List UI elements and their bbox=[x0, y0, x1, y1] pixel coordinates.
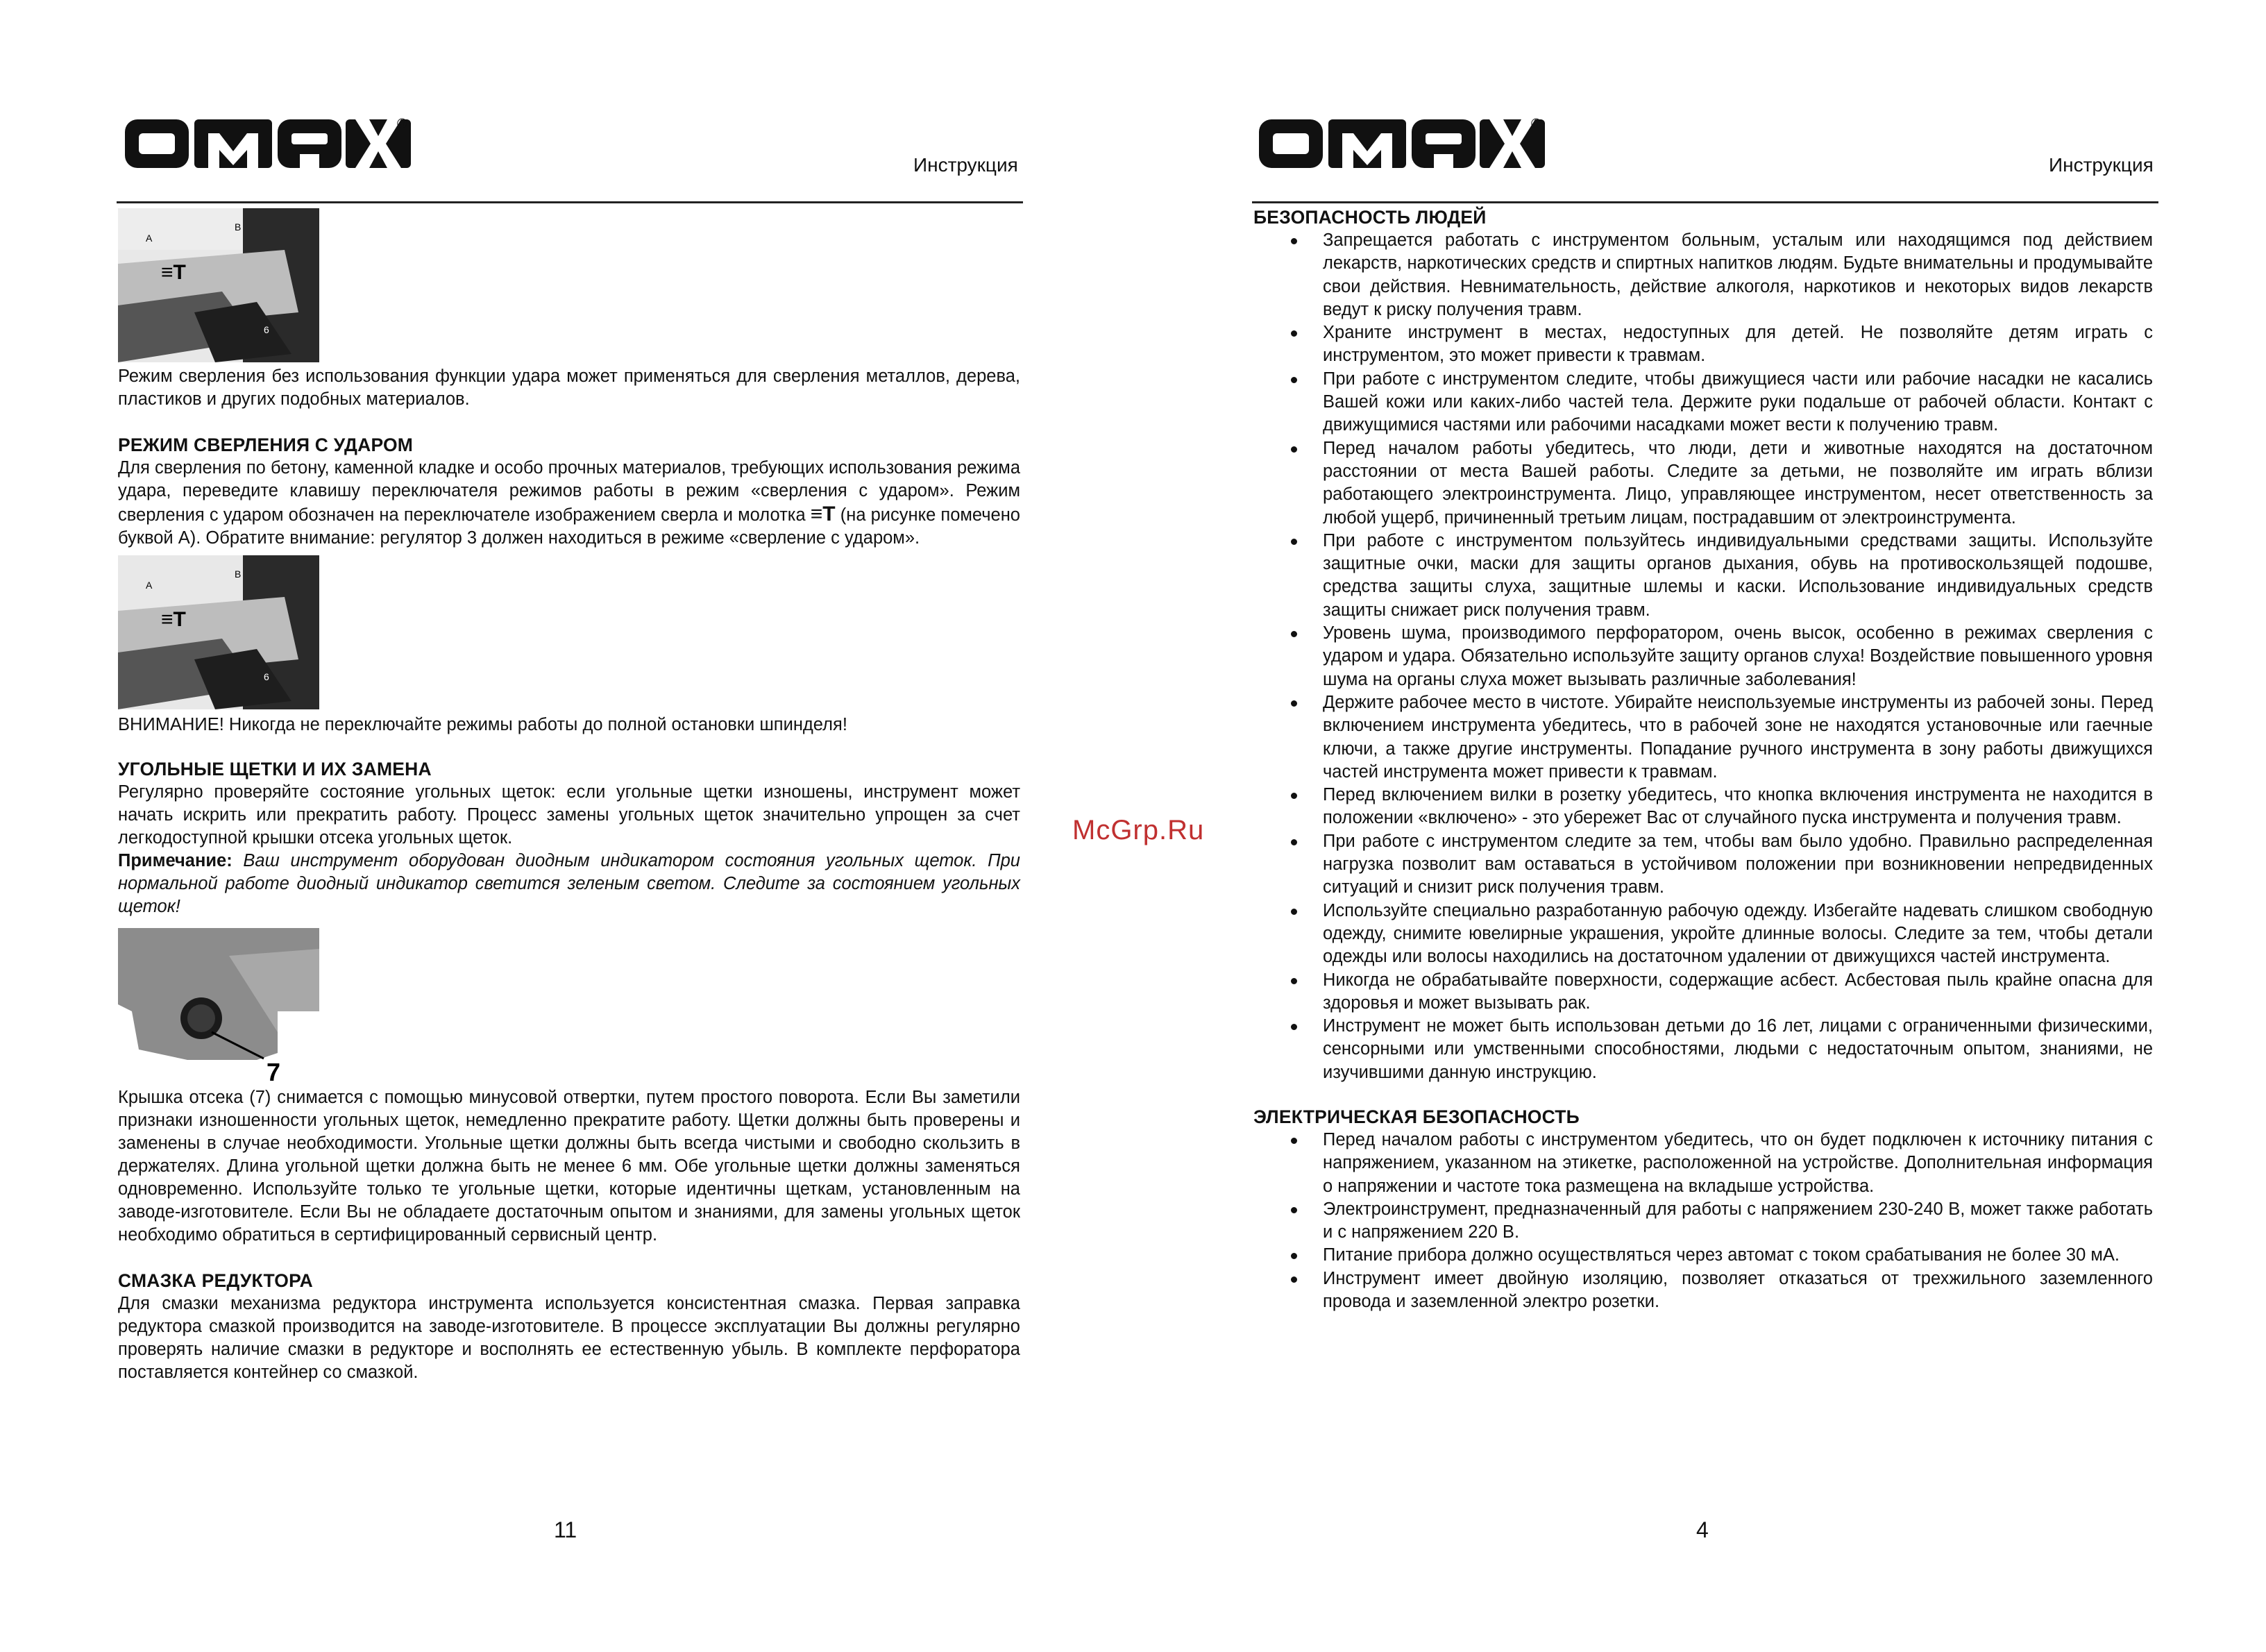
fig-label-a: A bbox=[146, 233, 153, 244]
list-item: Уровень шума, производимого перфоратором, очень высок, особенно в режимах сверления с ударом и удара. Обязательно используйте защиту органов слуха! Воздействие повышенного уровня шума на органы слуха может вызывать различные заболевания! bbox=[1253, 622, 2153, 691]
electric-safety-title: ЭЛЕКТРИЧЕСКАЯ БЕЗОПАСНОСТЬ bbox=[1253, 1106, 1580, 1127]
drill-mode-text: Режим сверления без использования функции удара может применяться для сверления металлов, дерева, пластиков и других подобных материалов. bbox=[118, 366, 1020, 409]
left-content bbox=[118, 208, 1020, 1384]
impact-switch-photo bbox=[118, 555, 319, 709]
list-item: Никогда не обрабатывайте поверхности, содержащие асбест. Асбестовая пыль крайне опасна для здоровья и может вызывать рак. bbox=[1253, 969, 2153, 1015]
list-item: Электроинструмент, предназначенный для работы с напряжением 230-240 В, может также работать и с напряжением 220 В. bbox=[1253, 1198, 2153, 1245]
list-item: Перед включением вилки в розетку убедитесь, что кнопка включения инструмента не находится в положении «включено» - это убережет Вас от случайного пуска инструмента и получения травм. bbox=[1253, 784, 2153, 830]
brush-cover-photo bbox=[118, 928, 319, 1086]
note-body: Ваш инструмент оборудован диодным индикатором состояния угольных щеток. При нормальной работе диодный индикатор светится зеленым светом. Следите за состоянием угольных щеток! bbox=[118, 851, 1020, 916]
cover-text: Крышка отсека (7) снимается с помощью минусовой отвертки, путем простого поворота. Если Вы заметили признаки изношенности угольных щеток, немедленно прекратите работу. Щетки должны быть проверены и заменены в случае необходимости. Угольные щетки должны быть всегда чистыми и свободно скользить в держателях. Длина угольной щетки должна быть не менее 6 мм. Обе угольные щетки должны заменяться одновременно. Используйте только те угольные щетки, которые идентичны щеткам, установленным на заводе-изготовителе. Если Вы не обладаете достаточным опытом и знаниями, для замены угольных щеток необходимо обратиться в сертифицированный сервисный центр. bbox=[118, 1088, 1020, 1245]
drill-switch-photo bbox=[118, 208, 319, 362]
fig-label-c: 6 bbox=[264, 671, 269, 682]
fig-label-b: B bbox=[235, 221, 242, 233]
grease-text: Для смазки механизма редуктора инструмента используется консистентная смазка. Первая заправка редуктора смазкой производится на заводе-изготовителе. В процессе эксплуатации Вы должны регулярно проверять наличие смазки в редукторе и восполнять ее естественную убыль. В комплекте перфоратора поставляется контейнер со смазкой. bbox=[118, 1294, 1020, 1382]
header-divider bbox=[1252, 201, 2158, 203]
list-item: Перед началом работы убедитесь, что люди, дети и животные находятся на достаточном расстоянии от места Вашей работы. Следите за детьми, не позволяйте им играть вблизи работающего электроинструмента. Лицо, управляющее инструментом, несет ответственность за любой ущерб, причиненный третьим лицам, пострадавшим от электроинструмента. bbox=[1253, 437, 2153, 530]
fig-label-a: A bbox=[146, 580, 153, 591]
right-content bbox=[1253, 205, 2153, 1313]
list-item: Перед началом работы с инструментом убедитесь, что он будет подключен к источнику питания с напряжением, указанном на этикетке, расположенной на устройстве. Дополнительная информация о напряжении и частоте тока размещена на вкладыше устройства. bbox=[1253, 1129, 2153, 1198]
list-item: Используйте специально разработанную рабочую одежду. Избегайте надевать слишком свободную одежду, снимите ювелирные украшения, укройте длинные волосы. Следите за тем, чтобы детали одежды или волосы находились на достаточном удалении от движущихся частей инструмента. bbox=[1253, 900, 2153, 969]
impact-mode-title: РЕЖИМ СВЕРЛЕНИЯ С УДАРОМ bbox=[118, 435, 414, 455]
people-safety-list bbox=[1253, 229, 2153, 1084]
fig-label-seven: 7 bbox=[267, 1058, 281, 1086]
page-number-left: 11 bbox=[554, 1517, 577, 1542]
fig-label-b: B bbox=[235, 568, 242, 580]
header-divider bbox=[117, 201, 1023, 203]
list-item: Питание прибора должно осуществляться через автомат с током срабатывания не более 30 мА. bbox=[1253, 1244, 2153, 1267]
watermark: McGrp.Ru bbox=[1072, 815, 1205, 845]
page-number-right: 4 bbox=[1696, 1517, 1709, 1542]
right-page bbox=[1133, 0, 2266, 1652]
people-safety-title: БЕЗОПАСНОСТЬ ЛЮДЕЙ bbox=[1253, 207, 1487, 228]
brushes-text: Регулярно проверяйте состояние угольных щеток: если угольные щетки изношены, инструмент может начать искрить или прекратить работу. Процесс замены угольных щеток значительно упрощен за счет легкодоступной крышки отсека угольных щеток. bbox=[118, 782, 1020, 848]
doc-label: Инструкция bbox=[2049, 154, 2154, 176]
svg-text:≡T: ≡T bbox=[161, 261, 186, 284]
brushes-title: УГОЛЬНЫЕ ЩЕТКИ И ИХ ЗАМЕНА bbox=[118, 759, 432, 779]
list-item: Инструмент не может быть использован детьми до 16 лет, лицами с ограниченными физическими, сенсорными или умственными способностями, людьми с недостаточным опытом, знаниями, не изучившими данную инструкцию. bbox=[1253, 1015, 2153, 1084]
registered-mark: ® bbox=[1531, 117, 1541, 132]
impact-mode-text bbox=[118, 457, 1020, 550]
impact-text-part-2: (на рисунке помечено буквой А). Обратите внимание: регулятор 3 должен находиться в режиме «сверление с ударом». bbox=[118, 505, 1020, 548]
list-item: При работе с инструментом следите, чтобы движущиеся части или рабочие насадки не касались Вашей кожи или каких-либо частей тела. Держите руки подальше от рабочей области. Контакт с движущимися частями или рабочими насадками может вести к получению травм. bbox=[1253, 368, 2153, 437]
doc-label: Инструкция bbox=[913, 154, 1018, 176]
list-item: При работе с инструментом пользуйтесь индивидуальными средствами защиты. Используйте защитные очки, маски для защиты органов дыхания, обувь на противоскользящей подошве, средства защиты слуха, защитные шлемы и каски. Использование индивидуальных средств защиты снижает риск получения травм. bbox=[1253, 530, 2153, 622]
fig-label-c: 6 bbox=[264, 324, 269, 335]
note-text bbox=[118, 850, 1020, 918]
electric-safety-list bbox=[1253, 1129, 2153, 1313]
drill-hammer-icon: ≡T bbox=[810, 503, 836, 525]
list-item: При работе с инструментом следите за тем, чтобы вам было удобно. Правильно распределенная нагрузка позволит вам оставаться в устойчивом положении при возникновении непредвиденных ситуаций и снизит риск получения травм. bbox=[1253, 830, 2153, 900]
omax-logo bbox=[1256, 117, 1562, 172]
omax-logo bbox=[122, 117, 428, 172]
svg-text:≡T: ≡T bbox=[161, 608, 186, 631]
impact-text-part-1: Для сверления по бетону, каменной кладке и особо прочных материалов, требующих использования режима удара, переведите клавишу переключателя режимов работы в режим «сверления с ударом». Режим сверления с ударом обозначен на переключателе изображением сверла и молотка bbox=[118, 458, 1020, 525]
note-label: Примечание: bbox=[118, 851, 232, 870]
warning-text: ВНИМАНИЕ! Никогда не переключайте режимы работы до полной остановки шпинделя! bbox=[118, 715, 847, 734]
list-item: Держите рабочее место в чистоте. Убирайте неиспользуемые инструменты из рабочей зоны. Перед включением инструмента убедитесь, что в рабочей зоне не находятся установочные или гаечные ключи, а также другие инструменты. Попадание ручного инструмента в зону работы движущихся частей инструмента может привести к травмам. bbox=[1253, 691, 2153, 784]
registered-mark: ® bbox=[397, 117, 407, 132]
list-item: Инструмент имеет двойную изоляцию, позволяет отказаться от трехжильного заземленного провода и заземленной электро розетки. bbox=[1253, 1267, 2153, 1314]
grease-title: СМАЗКА РЕДУКТОРА bbox=[118, 1270, 313, 1291]
list-item: Запрещается работать с инструментом больным, усталым или находящимся под действием лекарств, наркотических средств и спиртных напитков людям. Будьте внимательны и продумывайте свои действия. Невнимательность, действие алкоголя, наркотиков и некоторых видов лекарств ведут к риску получения травм. bbox=[1253, 229, 2153, 321]
list-item: Храните инструмент в местах, недоступных для детей. Не позволяйте детям играть с инструментом, это может привести к травмам. bbox=[1253, 321, 2153, 368]
